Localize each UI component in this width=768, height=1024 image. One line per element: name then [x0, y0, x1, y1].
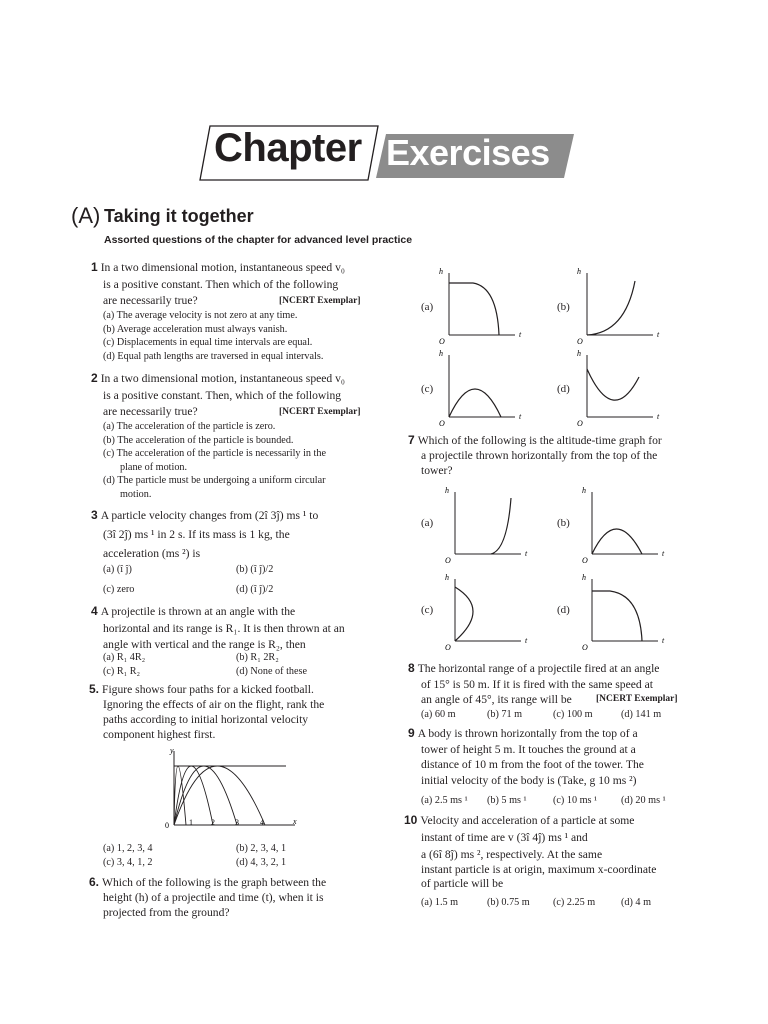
option-c[interactable]: (c) Displacements in equal time intervals are equal. [103, 337, 313, 348]
option-c[interactable]: (c) 3, 4, 1, 2 [103, 857, 153, 868]
section-subtitle: Assorted questions of the chapter for advanced level practice [104, 234, 413, 246]
question-5 [89, 682, 379, 742]
axis-h-label: h [582, 573, 586, 582]
option-d[interactable]: (d) The particle must be undergoing a uniform circular [103, 475, 326, 486]
axis-t-label: t [662, 636, 665, 645]
question-text: is a positive constant. Then, which of the following [103, 388, 342, 402]
axis-h-label: h [445, 573, 449, 582]
axis-h-label: h [439, 349, 443, 358]
question-text: In a two dimensional motion, instantaneous speed v₀ [100, 372, 345, 385]
option-d[interactable]: (d) 141 m [621, 709, 662, 720]
question-text: Which of the following is the graph between the [102, 876, 327, 889]
graph-q6-d [571, 347, 671, 429]
origin-label: O [582, 556, 588, 565]
question-text: component highest first. [103, 728, 216, 741]
graph-option-c[interactable]: (c) [421, 604, 434, 616]
graph-q7-d [576, 571, 676, 653]
origin-label: O [577, 419, 583, 428]
graph-q6-b [571, 265, 671, 345]
question-text: are necessarily true? [103, 405, 198, 418]
source-tag: [NCERT Exemplar] [596, 694, 678, 704]
question-text: is a positive constant. Then which of the following [103, 277, 339, 291]
origin-label: O [439, 419, 445, 428]
question-8 [408, 661, 708, 708]
question-text: a (6î 8ĵ) ms ², respectively. At the same [421, 848, 603, 861]
origin-label: O [445, 556, 451, 565]
option-b[interactable]: (b) 0.75 m [487, 897, 530, 908]
axis-t-label: t [657, 330, 660, 339]
question-number: 9 [408, 726, 415, 740]
header-word-chapter: Chapter [214, 126, 362, 170]
option-a[interactable]: (a) The acceleration of the particle is zero. [103, 421, 276, 432]
question-text: a projectile thrown horizontally from the top of the [421, 449, 658, 462]
question-text: A projectile is thrown at an angle with the [100, 605, 296, 618]
question-text: of particle will be [421, 877, 504, 890]
question-10 [404, 812, 704, 891]
question-text: horizontal and its range is R₁. It is then thrown at an [103, 621, 345, 635]
header-word-exercises: Exercises [386, 132, 550, 173]
option-d[interactable]: (d) 4, 3, 2, 1 [236, 857, 287, 868]
question-2-options [103, 420, 326, 501]
section-letter: (A) [71, 203, 101, 228]
graph-q6-a [433, 265, 533, 345]
question-text: height (h) of a projectile and time (t), when it is [103, 891, 324, 904]
option-a[interactable]: (a) (î ĵ) [103, 564, 132, 575]
option-b[interactable]: (b) 71 m [487, 709, 523, 720]
origin-label: O [439, 337, 445, 345]
question-text: Figure shows four paths for a kicked football. [102, 683, 314, 696]
graph-q7-a [439, 484, 539, 566]
axis-t-label: t [662, 549, 665, 558]
question-text: are necessarily true? [103, 294, 198, 307]
option-d[interactable]: (d) Equal path lengths are traversed in equal intervals. [103, 350, 324, 362]
axis-y-label: y [170, 746, 174, 755]
question-text: acceleration (ms ²) is [103, 547, 201, 560]
question-text: of 15° is 50 m. If it is fired with the same speed at [421, 677, 653, 691]
question-text: angle with vertical and the range is R₂, then [103, 638, 306, 651]
question-text: A body is thrown horizontally from the top of a [417, 727, 638, 740]
origin-label: O [582, 643, 588, 652]
path-label: 3 [235, 818, 239, 827]
question-1 [91, 259, 381, 310]
option-b[interactable]: (b) 5 ms ¹ [487, 795, 527, 806]
question-text: tower? [421, 464, 453, 477]
question-text: Which of the following is the altitude-time graph for [417, 434, 662, 447]
option-c[interactable]: (c) zero [103, 584, 135, 595]
option-c[interactable]: (c) 10 ms ¹ [553, 795, 598, 806]
option-a[interactable]: (a) R₁ 4R₂ [103, 652, 146, 663]
graph-option-d[interactable]: (d) [557, 383, 570, 395]
question-number: 8 [408, 661, 415, 675]
question-number: 2 [91, 371, 98, 385]
question-text: tower of height 5 m. It touches the ground at a [421, 742, 636, 756]
question-number: 3 [91, 508, 98, 522]
axis-h-label: h [577, 267, 581, 276]
option-d-continued: motion. [120, 488, 152, 500]
option-c[interactable]: (c) The acceleration of the particle is necessarily in the [103, 448, 326, 459]
axis-t-label: t [657, 412, 660, 421]
path-label: 4 [260, 818, 264, 827]
question-2 [91, 370, 381, 421]
question-7 [408, 433, 708, 478]
graph-option-c[interactable]: (c) [421, 383, 434, 395]
source-tag: [NCERT Exemplar] [279, 296, 361, 306]
option-a[interactable]: (a) 1, 2, 3, 4 [103, 843, 153, 854]
option-b[interactable]: (b) R₁ 2R₂ [236, 652, 279, 663]
option-d[interactable]: (d) 4 m [621, 897, 651, 908]
graph-option-d[interactable]: (d) [557, 604, 570, 616]
axis-h-label: h [439, 267, 443, 276]
axis-t-label: t [525, 549, 528, 558]
question-9 [408, 726, 708, 788]
question-6 [89, 875, 379, 920]
graph-option-a[interactable]: (a) [421, 517, 434, 529]
question-text: paths according to initial horizontal velocity [103, 713, 309, 726]
option-d[interactable]: (d) (î ĵ)/2 [236, 584, 274, 595]
option-b[interactable]: (b) Average acceleration must always vanish. [103, 323, 288, 335]
question-number: 5. [89, 682, 100, 696]
question-text: distance of 10 m from the foot of the tower. The [421, 758, 644, 771]
question-text: In a two dimensional motion, instantaneous speed v₀ [100, 261, 345, 274]
axis-t-label: t [525, 636, 528, 645]
axis-t-label: t [519, 330, 522, 339]
axis-h-label: h [577, 349, 581, 358]
football-paths-figure [160, 745, 310, 833]
origin-label: 0 [165, 821, 169, 830]
axis-t-label: t [519, 412, 522, 421]
option-a[interactable]: (a) 60 m [421, 709, 456, 720]
question-number: 6. [89, 875, 100, 889]
question-4 [91, 603, 381, 654]
question-text: instant of time are v (3î 4ĵ) ms ¹ and [421, 831, 588, 844]
option-c[interactable]: (c) 100 m [553, 709, 593, 720]
graph-q7-c [439, 571, 539, 653]
path-label: 2 [211, 818, 215, 827]
question-text: an angle of 45°, its range will be [421, 693, 572, 706]
question-text: instant particle is at origin, maximum x-coordinate [421, 863, 657, 876]
graph-option-b[interactable]: (b) [557, 517, 570, 529]
origin-label: O [577, 337, 583, 345]
option-c-continued: plane of motion. [120, 461, 188, 473]
option-c[interactable]: (c) R₁ R₂ [103, 666, 141, 677]
question-number: 10 [404, 813, 418, 827]
section-title: Taking it together [104, 206, 254, 226]
graph-option-a[interactable]: (a) [421, 301, 434, 313]
question-text: initial velocity of the body is (Take, g 10 ms ²) [421, 773, 637, 787]
axis-x-label: x [293, 817, 297, 826]
question-text: A particle velocity changes from (2î 3ĵ) ms ¹ to [100, 509, 319, 522]
question-3 [91, 506, 381, 563]
option-b[interactable]: (b) (î ĵ)/2 [236, 564, 274, 575]
question-text: (3î 2ĵ) ms ¹ in 2 s. If its mass is 1 kg, the [103, 528, 290, 541]
option-d[interactable]: (d) None of these [236, 666, 308, 677]
axis-h-label: h [582, 486, 586, 495]
option-a[interactable]: (a) 1.5 m [421, 897, 459, 908]
graph-option-b[interactable]: (b) [557, 301, 570, 313]
option-a[interactable]: (a) 2.5 ms ¹ [421, 795, 468, 806]
question-number: 1 [91, 260, 98, 274]
axis-h-label: h [445, 486, 449, 495]
option-c[interactable]: (c) 2.25 m [553, 897, 596, 908]
question-1-options [103, 309, 323, 363]
path-label: 1 [189, 818, 193, 827]
option-a[interactable]: (a) The average velocity is not zero at any time. [103, 310, 298, 321]
origin-label: O [445, 643, 451, 652]
question-text: projected from the ground? [103, 906, 230, 919]
question-text: The horizontal range of a projectile fired at an angle [417, 662, 660, 675]
graph-q7-b [576, 484, 676, 566]
question-number: 4 [91, 604, 98, 618]
source-tag: [NCERT Exemplar] [279, 407, 361, 417]
option-b[interactable]: (b) The acceleration of the particle is bounded. [103, 434, 294, 446]
question-text: Ignoring the effects of air on the flight, rank the [103, 698, 325, 711]
question-text: Velocity and acceleration of a particle at some [420, 814, 635, 827]
option-b[interactable]: (b) 2, 3, 4, 1 [236, 843, 287, 854]
option-d[interactable]: (d) 20 ms ¹ [621, 795, 666, 806]
question-number: 7 [408, 433, 415, 447]
graph-q6-c [433, 347, 533, 429]
